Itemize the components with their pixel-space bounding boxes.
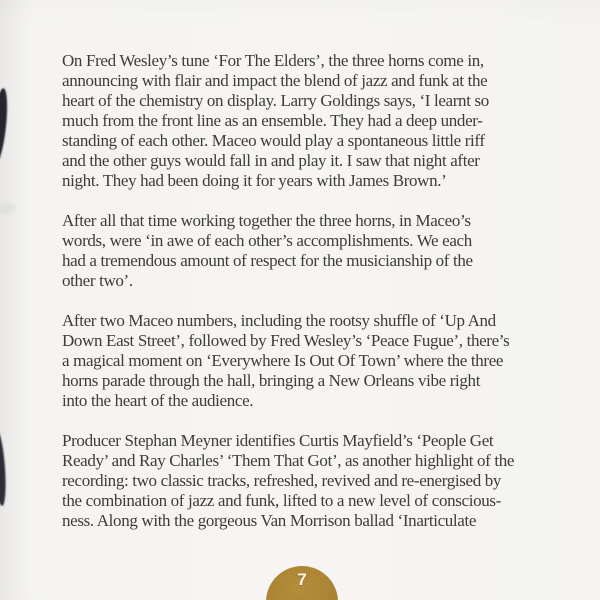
text-line: night. They had been doing it for years with James Brown.’ [62,171,447,190]
text-line: and the other guys would fall in and play it. I saw that night after [62,151,480,170]
scan-edge-smudge [0,203,16,214]
text-line: After two Maceo numbers, including the rootsy shuffle of ‘Up And [62,311,496,330]
scan-edge-artifact-top [0,88,10,165]
text-line: horns parade through the hall, bringing a New Orleans vibe right [62,371,481,390]
page-number: 7 [297,570,307,589]
page-number-badge [266,566,338,600]
scan-edge-artifact-bottom [0,430,8,507]
text-line: standing of each other. Maceo would play a spontaneous little riff [62,131,485,150]
paragraph [62,51,552,191]
text-line: ness. Along with the gorgeous Van Morrison ballad ‘Inarticulate [62,511,477,530]
text-line: words, were ‘in awe of each other’s accomplishments. We each [62,231,472,250]
text-line: other two’. [62,271,133,290]
paragraph [62,431,552,531]
text-line: the combination of jazz and funk, lifted to a new level of conscious- [62,491,501,510]
text-line: Down East Street’, followed by Fred Wesley’s ‘Peace Fugue’, there’s [62,331,510,350]
text-line: had a tremendous amount of respect for the musicianship of the [62,251,473,270]
text-line: Ready’ and Ray Charles’ ‘Them That Got’, as another highlight of the [62,451,515,470]
paragraph [62,211,552,291]
text-line: On Fred Wesley’s tune ‘For The Elders’, the three horns come in, [62,51,484,70]
text-line: Producer Stephan Meyner identifies Curtis Mayfield’s ‘People Get [62,431,494,450]
text-line: a magical moment on ‘Everywhere Is Out Of Town’ where the three [62,351,504,370]
text-line: into the heart of the audience. [62,391,254,410]
text-line: heart of the chemistry on display. Larry Goldings says, ‘I learnt so [62,91,489,110]
paragraph [62,311,552,411]
text-line: recording: two classic tracks, refreshed, revived and re-energised by [62,471,502,490]
liner-notes-text [62,51,552,551]
text-line: announcing with flair and impact the blend of jazz and funk at the [62,71,488,90]
text-line: much from the front line as an ensemble. They had a deep under- [62,111,483,130]
text-line: After all that time working together the three horns, in Maceo’s [62,211,471,230]
